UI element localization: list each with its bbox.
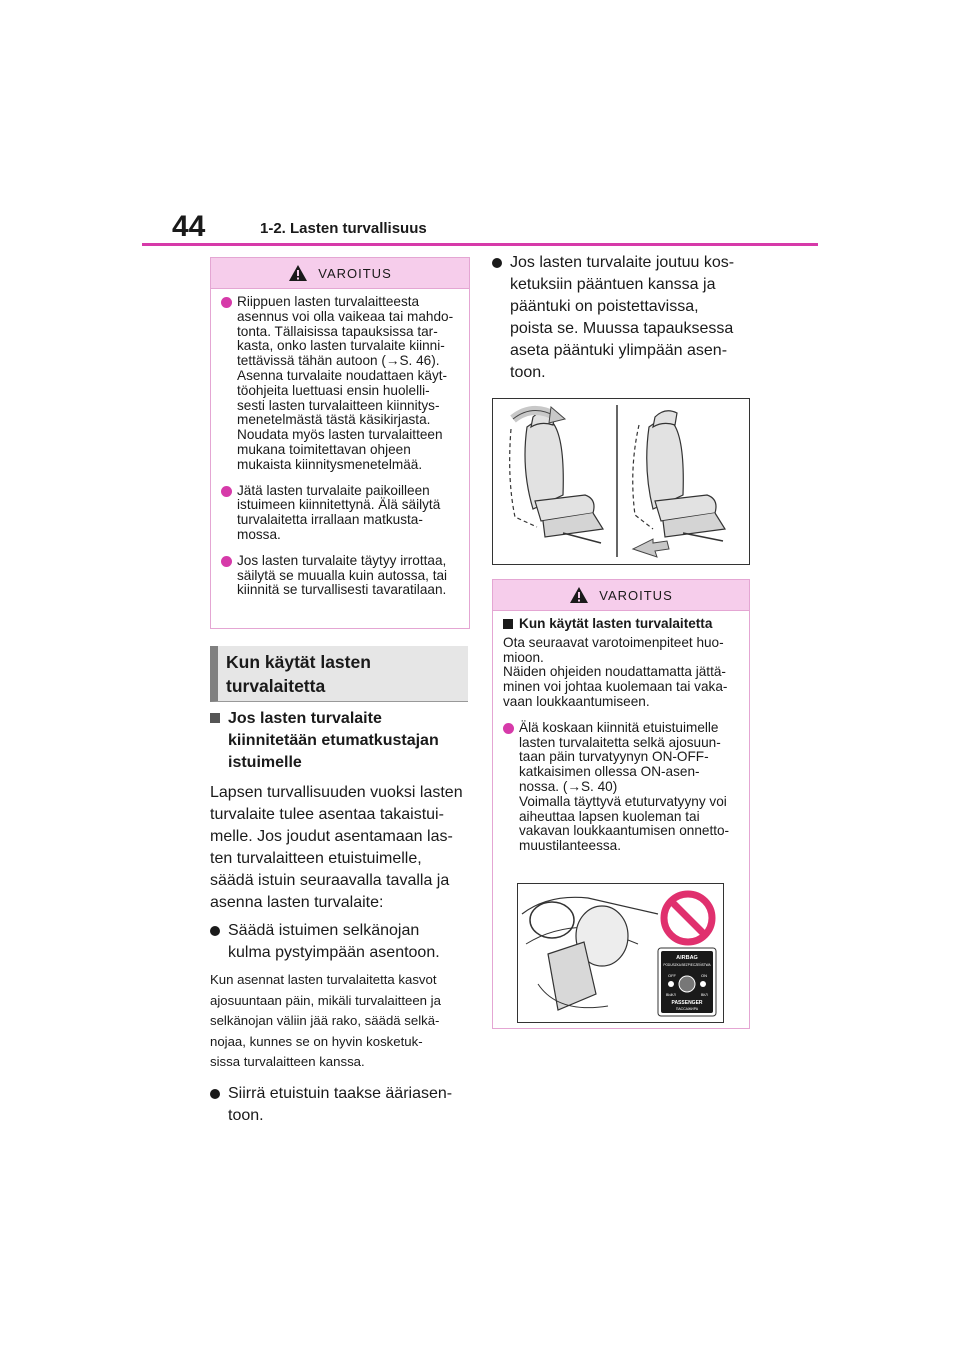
- warning-box-left: [210, 257, 470, 629]
- square-bullet-icon: [210, 713, 220, 723]
- warning-item: Jätä lasten turvalaite paikoilleen istuimeen kiinnitettynä. Älä säilytä turvalaitetta irrallaan matkusta- mossa.: [221, 484, 459, 543]
- warning-subheading: Kun käytät lasten turvalaitetta: [503, 617, 739, 632]
- bullet-dot-icon: [221, 486, 232, 497]
- warning-title: VAROITUS: [318, 265, 392, 281]
- airbag-illustration: [517, 883, 724, 1023]
- right-column-body: [492, 252, 754, 384]
- bullet-dot-icon: [492, 258, 502, 268]
- header-rule: [142, 243, 818, 246]
- left-column-body: [210, 708, 472, 1127]
- bullet-dot-icon: [503, 723, 514, 734]
- airbag-label-on: ON: [701, 973, 707, 978]
- airbag-label-on2: ВКЛ: [701, 993, 708, 997]
- warning-item: Älä koskaan kiinnitä etuistuimelle lasten turvalaitetta selkä ajosuun- taan päin turvatyynyn ON-OFF- katkaisimen ollessa ON-asen- nossa. (→S. 40) Voimalla täyttyvä etuturvatyyny voi aiheuttaa lapsen kuoleman tai vakavan loukkaantumisen onnetto- muustilanteessa.: [503, 721, 739, 854]
- warning-item: Jos lasten turvalaite täytyy irrottaa, säilytä se muualla kuin autossa, tai kiinnitä se turvallisesti tavaratilaan.: [221, 554, 459, 598]
- subsection-heading: Jos lasten turvalaite kiinnitetään etumatkustajan istuimelle: [210, 708, 472, 774]
- seat-adjust-drawing: [493, 399, 749, 564]
- bullet-dot-icon: [221, 556, 232, 567]
- intro-paragraph: Lapsen turvallisuuden vuoksi lasten turvalaite tulee asentaa takaistui- melle. Jos joudut asentamaan las- ten turvalaitteen etuistuimelle, säädä istuin seuraavalla tavalla ja asenna lasten turvalaite:: [210, 784, 463, 911]
- warning-triangle-icon: [569, 586, 589, 604]
- bullet-dot-icon: [210, 1089, 220, 1099]
- airbag-drawing: [518, 884, 723, 1022]
- airbag-label-top: AIRBAG: [676, 955, 698, 961]
- airbag-label-passenger: PASSENGER: [671, 1000, 703, 1006]
- note-text: Kun asennat lasten turvalaitetta kasvot ajosuuntaan päin, mikäli turvalaitteen ja selkänojan väliin jää rako, säädä selkä- nojaa, kunnes se on hyvin kosketuk- sissa turvalaitteen kanssa.: [210, 972, 441, 1069]
- warning-triangle-icon: [288, 264, 308, 282]
- airbag-label-off2: ВЫКЛ: [666, 993, 676, 997]
- warning-text: Ota seuraavat varotoimenpiteet huo- mioon. Näiden ohjeiden noudattamatta jättä- minen voi johtaa kuolemaan tai vaka- vaan loukkaantumiseen.: [503, 634, 728, 709]
- bullet-dot-icon: [210, 926, 220, 936]
- warning-header: [211, 258, 469, 289]
- section-heading: Kun käytät lasten turvalaitetta: [210, 646, 468, 702]
- airbag-label-sub: PODUSZKA BEZPIECZEŃSTWA: [663, 963, 711, 967]
- bullet-item: Siirrä etuistuin taakse ääriasen- toon.: [210, 1083, 472, 1127]
- section-title: 1-2. Lasten turvallisuus: [260, 220, 427, 237]
- seat-illustration: [492, 398, 750, 565]
- square-bullet-icon: [503, 619, 513, 629]
- airbag-label-passenger2: ПАССАЖИРА: [675, 1007, 699, 1011]
- bullet-item: Jos lasten turvalaite joutuu kos- ketuksiin pääntuen kanssa ja pääntuki on poistettavissa, poista se. Muussa tapauksessa aseta pääntuki ylimpään asen- toon.: [492, 252, 754, 384]
- page-number: 44: [172, 210, 206, 243]
- airbag-label-off: OFF: [668, 973, 676, 978]
- warning-header: [493, 580, 749, 611]
- bullet-dot-icon: [221, 297, 232, 308]
- warning-item: Riippuen lasten turvalaitteesta asennus voi olla vaikeaa tai mahdo- tonta. Tällaisissa tapauksissa tar- kasta, onko lasten turvalaite kiinni- tettävissä tähän autoon (→S. 46). Asenna turvalaite noudattaen käyt- töohjeita luettuasi ensin huolelli- sesti lasten turvalaitteen kiinnitys- menetelmästä tästä käsikirjasta. Noudata myös lasten turvalaitteen mukana toimitettavan ohjeen mukaista kiinnitysmenetelmää.: [221, 295, 459, 473]
- bullet-item: Säädä istuimen selkänojan kulma pystyimpään asentoon.: [210, 920, 472, 964]
- warning-title: VAROITUS: [599, 587, 673, 603]
